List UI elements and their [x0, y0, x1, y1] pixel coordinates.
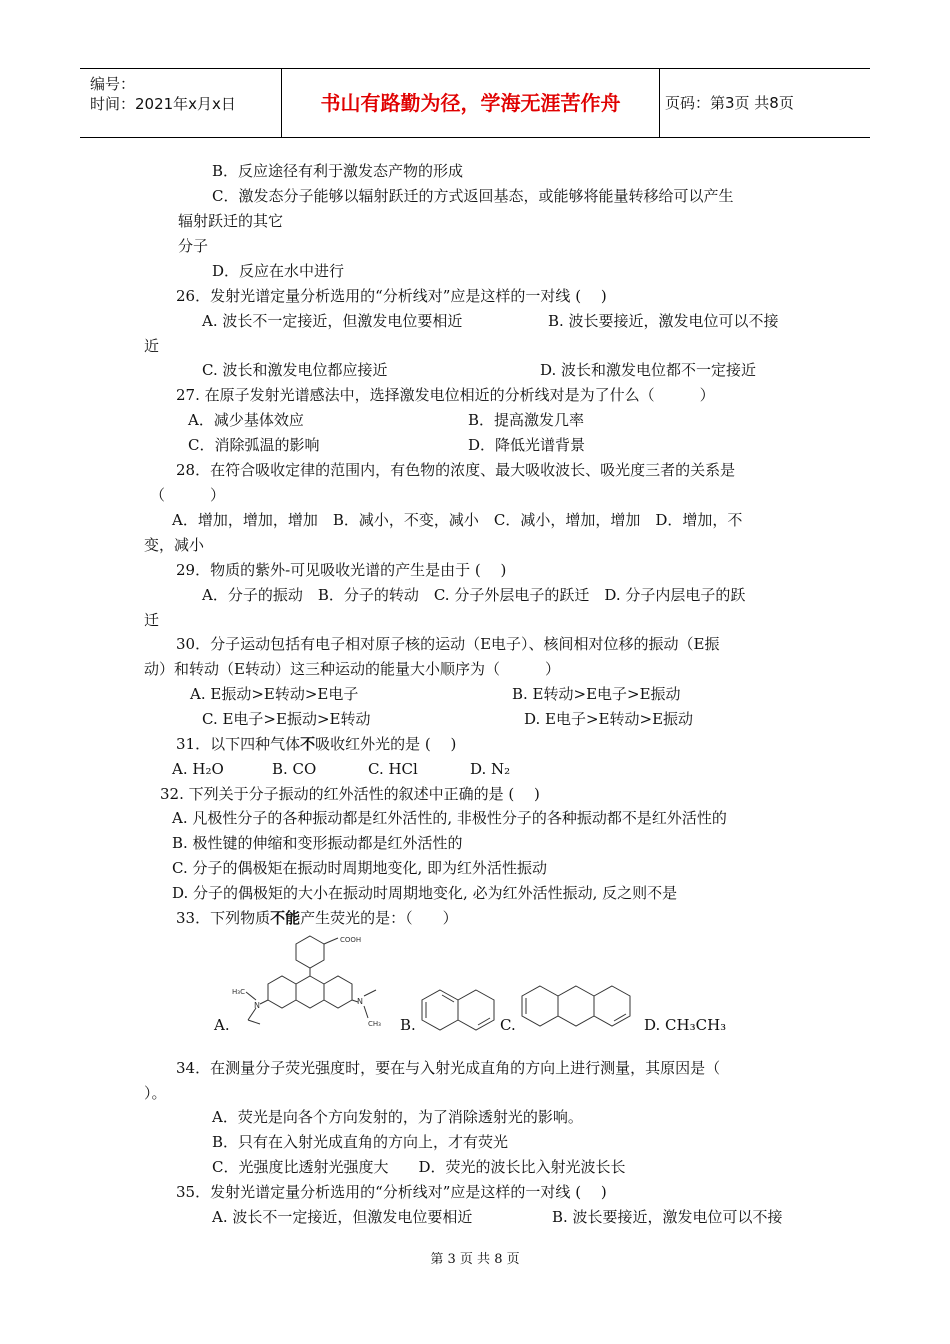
- cooh-label: COOH: [340, 936, 362, 944]
- structure-a-rhodamine: [228, 932, 398, 1032]
- q33-option-d: D. CH₃CH₃: [644, 1016, 727, 1034]
- q31-emphasis: 不: [300, 735, 316, 753]
- option-line: D. 分子的偶极矩的大小在振动时周期地变化, 必为红外活性振动, 反之则不是: [172, 884, 678, 902]
- option-line: A．增加，增加，增加 B．减小，不变，减小 C．减小，增加，增加 D．增加，不: [172, 511, 743, 529]
- option-line: D．降低光谱背景: [468, 436, 586, 454]
- option-line: A. 波长不一定接近，但激发电位要相近: [202, 312, 463, 330]
- option-line: B. 极性键的伸缩和变形振动都是红外活性的: [172, 834, 463, 852]
- q33-option-a: A.: [214, 1016, 230, 1034]
- question-33: [176, 908, 458, 928]
- page-footer: 第 3 页 共 8 页: [430, 1252, 520, 1267]
- text-line: C．激发态分子能够以辐射跃迁的方式返回基态，或能够将能量转移给可以产生: [212, 187, 734, 205]
- q31-text-post: 吸收红外光的是 ( ): [315, 735, 457, 753]
- question-31: [176, 734, 456, 754]
- question-35: 35．发射光谱定量分析选用的“分析线对”应是这样的一对线 ( ): [176, 1183, 607, 1201]
- option-line: C．消除弧温的影响: [188, 436, 320, 454]
- option-line: A．荧光是向各个方向发射的，为了消除透射光的影响。: [212, 1108, 583, 1126]
- option-line: C．光强度比透射光强度大 D．荧光的波长比入射光波长长: [212, 1158, 626, 1176]
- option-line: C. 分子的偶极矩在振动时周期地变化, 即为红外活性振动: [172, 859, 548, 877]
- option-line: B. 波长要接近，激发电位可以不接: [552, 1208, 783, 1226]
- q31-option-d: D. N₂: [470, 760, 511, 778]
- question-34: 34．在测量分子荧光强度时，要在与入射光成直角的方向上进行测量，其原因是（: [176, 1059, 721, 1077]
- question-30: 30．分子运动包括有电子相对原子核的运动（E电子）、核间相对位移的振动（E振: [176, 635, 720, 653]
- q31-text-pre: 31．以下四种气体: [176, 735, 301, 753]
- structure-c-anthracene: [520, 982, 634, 1032]
- question-32: 32. 下列关于分子振动的红外活性的叙述中正确的是 ( ): [160, 785, 540, 803]
- question-29: 29．物质的紫外-可见吸收光谱的产生是由于 ( ): [176, 561, 507, 579]
- text-line: 分子: [178, 237, 209, 255]
- option-line: C. 波长和激发电位都应接近: [202, 361, 388, 379]
- q31-option-c: C. HCl: [368, 760, 418, 778]
- q31-option-a: A. H₂O: [172, 760, 224, 778]
- option-line: C. E电子>E振动>E转动: [202, 710, 371, 728]
- q33-option-b: B.: [400, 1016, 416, 1034]
- number-label: 编号：: [90, 75, 136, 93]
- text-line: 动）和转动（E转动）这三种运动的能量大小顺序为（ ）: [144, 660, 560, 678]
- text-line: D．反应在水中进行: [212, 262, 345, 280]
- option-line: A. E振动>E转动>E电子: [190, 685, 359, 703]
- option-line: B．只有在入射光成直角的方向上，才有荧光: [212, 1133, 509, 1151]
- option-line: A. 波长不一定接近，但激发电位要相近: [212, 1208, 473, 1226]
- text-line: （ ）: [150, 486, 226, 504]
- q33-option-c: C.: [500, 1016, 516, 1034]
- page-header: [80, 68, 870, 138]
- date-line: 时间：2021年x月x日: [90, 95, 236, 113]
- header-motto: 书山有路勤为径，学海无涯苦作舟: [281, 69, 660, 137]
- n-left-label: N: [254, 1001, 260, 1010]
- question-28: 28．在符合吸收定律的范围内，有色物的浓度、最大吸收波长、吸光度三者的关系是: [176, 461, 736, 479]
- ch3-right-label: CH₃: [368, 1020, 381, 1028]
- option-line: B．提高激发几率: [468, 411, 585, 429]
- question-27: 27. 在原子发射光谱感法中，选择激发电位相近的分析线对是为了什么（ ）: [176, 386, 715, 404]
- option-line: D. 波长和激发电位都不一定接近: [540, 361, 757, 379]
- option-line: A．减少基体效应: [188, 411, 304, 429]
- structure-b-naphthalene: [420, 986, 500, 1034]
- q33-emphasis: 不能: [270, 909, 301, 927]
- option-line: A．分子的振动 B．分子的转动 C. 分子外层电子的跃迁 D. 分子内层电子的跃: [202, 586, 746, 604]
- q33-text-post: 产生荧光的是：（ ）: [300, 909, 458, 927]
- option-line: B. E转动>E电子>E振动: [512, 685, 681, 703]
- n-right-label: N: [357, 997, 363, 1006]
- text-line: ）。: [144, 1084, 167, 1102]
- option-line: D. E电子>E转动>E振动: [524, 710, 694, 728]
- header-page-info: 页码：第3页 共8页: [665, 94, 794, 112]
- text-line: 迁: [144, 611, 160, 629]
- text-line: 变，减小: [144, 536, 205, 554]
- option-line: B. 波长要接近，激发电位可以不接: [548, 312, 779, 330]
- text-line: 辐射跃迁的其它: [178, 212, 284, 230]
- q33-text-pre: 33．下列物质: [176, 909, 271, 927]
- q31-option-b: B. CO: [272, 760, 317, 778]
- text-line: 近: [144, 337, 160, 355]
- option-line: A. 凡极性分子的各种振动都是红外活性的, 非极性分子的各种振动都不是红外活性的: [172, 809, 727, 827]
- ch3-left-label: H₃C: [232, 988, 245, 996]
- header-meta: [80, 69, 280, 137]
- question-26: 26．发射光谱定量分析选用的“分析线对”应是这样的一对线 ( ): [176, 287, 607, 305]
- text-line: B．反应途径有利于激发态产物的形成: [212, 162, 464, 180]
